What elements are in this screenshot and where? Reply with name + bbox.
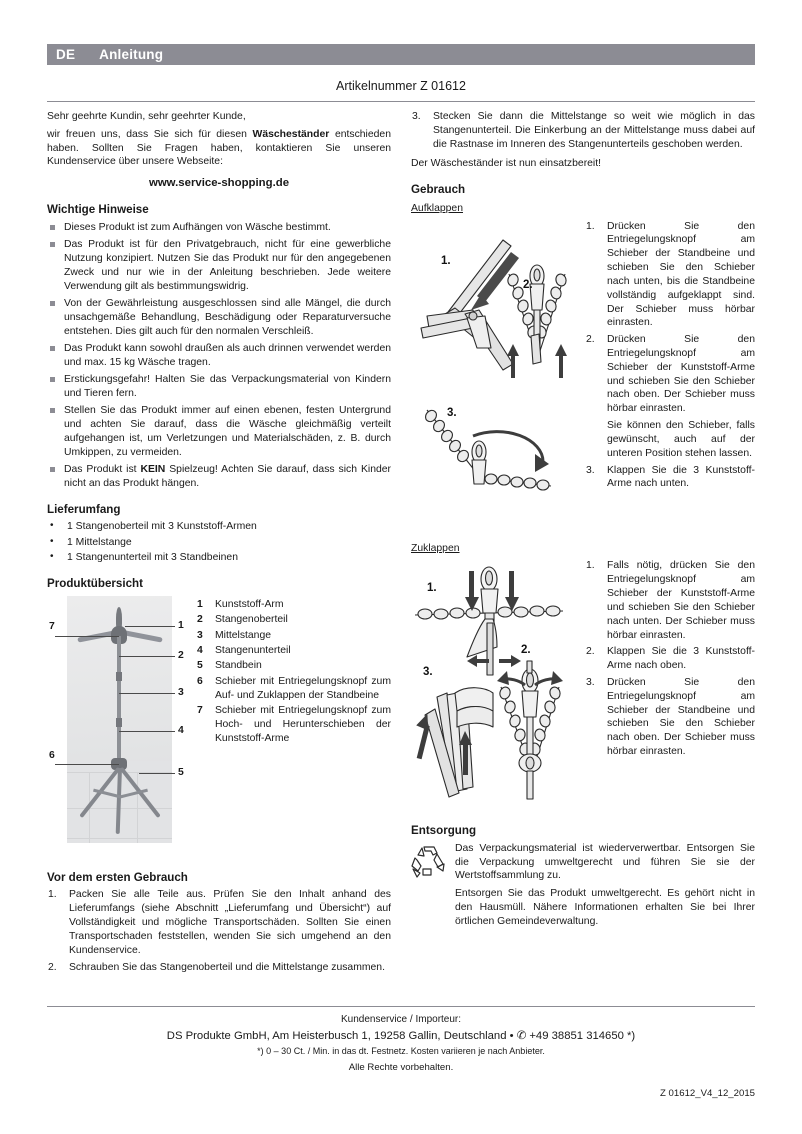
product-legend: [197, 598, 391, 747]
legend-label: Stangenunterteil: [215, 645, 291, 657]
footer: [47, 1014, 755, 1099]
intro-product-name: Wäscheständer: [252, 128, 330, 140]
legend-number: 7: [197, 704, 203, 716]
note-item: Das Produkt ist für den Privatgebrauch, nicht für eine gewerbliche Nutzung konzipiert. Nutzen Sie das Produkt nur für den angegebenen Zweck und nur wie in der Anleitung beschrieben. Jede weitere Verwendung gilt als bestimmungswidrig.: [47, 238, 391, 293]
step-number: 3.: [586, 677, 595, 688]
legend-label: Stangenoberteil: [215, 614, 288, 626]
step-number: 1.: [48, 889, 57, 901]
photo-callout-6: 6: [49, 750, 55, 762]
photo-callout-4: 4: [178, 725, 184, 737]
fold-fig-label-3: 3.: [423, 666, 433, 679]
fold-steps: [579, 559, 755, 809]
header-band: [47, 44, 755, 65]
unfold-fig-label-2: 2.: [523, 278, 533, 291]
first-use-step: [47, 961, 391, 975]
step-text: Falls nötig, drücken Sie den Entriegelungsknopf am Schieber der Kunststoff-Arme und schieben Sie den Schieber nach unten. Der Schieber muss hörbar einrasten.: [607, 560, 755, 641]
product-overview-block: [47, 596, 391, 846]
right-column: [411, 110, 755, 933]
unfold-step-list: [585, 220, 755, 492]
scope-item: • 1 Mittelstange: [47, 536, 391, 550]
fold-step: [585, 559, 755, 642]
photo-callout-5: 5: [178, 767, 184, 779]
legend-label: Schieber mit Entriegelungsknopf zum Auf- und Zuklappen der Standbeine: [215, 675, 391, 701]
note-item: Stellen Sie das Produkt immer auf einen ebenen, festen Untergrund und achten Sie darauf, dass die Wäsche gleichmäßig verteilt aufgehangen ist, um Verletzungen und Materialschäden, z. B. durch Umkippen, zu vermeiden.: [47, 404, 391, 459]
disposal-paragraph-2: Entsorgen Sie das Produkt umweltgerecht. Es gehört nicht in den Hausmüll. Nähere Informationen erhalten Sie bei Ihrer örtlichen Gemeindeverwaltung.: [455, 888, 755, 927]
step-number: 2.: [586, 334, 595, 346]
subheading-aufklappen: Aufklappen: [411, 202, 463, 214]
step-text: Drücken Sie den Entriegelungsknopf am Schieber der Standbeine und schieben Sie den Schieber nach unten, bis die Standbeine vollständig aufgeklappt sind. Der Schieber muss hörbar einrasten.: [607, 220, 755, 329]
note-item-kein-spielzeug: [47, 463, 391, 491]
fold-fig-label-2: 2.: [521, 644, 531, 657]
scope-item: • 1 Stangenoberteil mit 3 Kunststoff-Armen: [47, 520, 391, 534]
fold-step: [585, 645, 755, 673]
assembly-step: [411, 110, 755, 151]
step-text: Stecken Sie dann die Mittelstange so weit wie möglich in das Stangenunterteil. Die Einkerbung an der Mittelstange muss dabei auf die Rastnase im Inneren des Stangenunterteils geschoben werden.: [433, 111, 755, 150]
fold-fig-label-1: 1.: [427, 582, 437, 595]
photo-leader-6: [55, 764, 119, 765]
legend-row: [197, 613, 391, 627]
legend-number: 5: [197, 660, 203, 672]
step-text: Drücken Sie den Entriegelungsknopf am Schieber der Kunststoff-Arme und schieben Sie den Schieber nach oben. Der Schieber muss hörbar einrasten.: [607, 334, 755, 415]
step-number: 3.: [586, 464, 595, 476]
important-notes-list: [47, 221, 391, 491]
left-column: [47, 110, 391, 977]
step-text: Klappen Sie die 3 Kunststoff-Arme nach oben.: [607, 646, 755, 672]
photo-leader-1: [125, 626, 175, 627]
step-number: 3.: [412, 111, 421, 122]
photo-pole-joint: [116, 718, 122, 727]
intro-text-pre: wir freuen uns, dass Sie sich für diesen: [47, 128, 253, 140]
legend-row: [197, 659, 391, 673]
unfold-step: [585, 220, 755, 331]
unfold-step: [585, 333, 755, 460]
step-text: Schrauben Sie das Stangenoberteil und die Mittelstange zusammen.: [69, 961, 385, 973]
photo-tile-line: [137, 773, 138, 843]
unfold-fig-label-3: 3.: [447, 406, 457, 419]
note-kein-emphasis: KEIN: [140, 464, 166, 476]
service-website[interactable]: www.service-shopping.de: [148, 177, 290, 190]
heading-produktuebersicht: Produktübersicht: [47, 576, 143, 590]
unfold-step: [585, 464, 755, 492]
photo-callout-3: 3: [178, 687, 184, 699]
photo-leader-2: [119, 656, 175, 657]
scope-of-delivery-list: [47, 520, 391, 564]
note-item: Dieses Produkt ist zum Aufhängen von Wäsche bestimmt.: [47, 221, 391, 235]
photo-pole-joint: [116, 672, 122, 681]
legend-number: 4: [197, 645, 203, 657]
step-number: 2.: [48, 961, 57, 973]
first-use-steps: [47, 888, 391, 974]
photo-callout-2: 2: [178, 650, 184, 662]
heading-lieferumfang: Lieferumfang: [47, 502, 121, 516]
heading-entsorgung: Entsorgung: [411, 824, 477, 838]
legend-row: [197, 675, 391, 703]
footer-company-address: DS Produkte GmbH, Am Heisterbusch 1, 19258 Gallin, Deutschland • ✆ +49 38851 314650 *): [166, 1030, 636, 1042]
footer-service-label: Kundenservice / Importeur:: [340, 1014, 462, 1025]
note-kein-post: Spielzeug! Achten Sie darauf, dass sich Kinder nicht an das Produkt hängen.: [64, 464, 391, 489]
ready-to-use-line: Der Wäscheständer ist nun einsatzbereit!: [411, 158, 602, 170]
scope-item: • 1 Stangenunterteil mit 3 Standbeinen: [47, 551, 391, 565]
step-number: 2.: [586, 646, 595, 658]
heading-wichtige-hinweise: Wichtige Hinweise: [47, 203, 149, 217]
note-item: Von der Gewährleistung ausgeschlossen sind alle Mängel, die durch unsachgemäße Behandlung, Beschädigung oder Reparaturversuche entstehen. Dies gilt auch für den normalen Verschleiß.: [47, 297, 391, 338]
photo-callout-1: 1: [178, 620, 184, 632]
note-kein-pre: Das Produkt ist: [64, 464, 141, 476]
photo-tile-line: [67, 838, 172, 839]
step-extra-note: Sie können den Schieber, falls gewünscht, auch auf der unteren Position stehen lassen.: [607, 420, 755, 459]
fold-step: [585, 676, 755, 759]
footer-divider: [47, 1006, 755, 1007]
disposal-text: [455, 842, 755, 933]
recycle-icon-svg: [411, 844, 447, 878]
footer-tariff-note: *) 0 – 30 Ct. / Min. in das dt. Festnetz. Kosten variieren je nach Anbieter.: [257, 1046, 545, 1056]
header-language-code: DE: [56, 47, 76, 62]
article-number: Artikelnummer Z 01612: [336, 79, 466, 93]
photo-leader-3: [119, 693, 175, 694]
step-text: Klappen Sie die 3 Kunststoff-Arme nach unten.: [607, 464, 755, 490]
fold-section: [411, 559, 755, 809]
note-item: Das Produkt kann sowohl draußen als auch drinnen verwendet werden und max. 15 kg Wäsche tragen.: [47, 342, 391, 370]
legend-label: Schieber mit Entriegelungsknopf zum Hoch- und Herunterschieben der Kunststoff-Arme: [215, 704, 391, 744]
subheading-zuklappen: Zuklappen: [411, 542, 460, 554]
header-divider: [47, 101, 755, 102]
fold-diagram: [411, 559, 579, 809]
fold-step-list: [585, 559, 755, 759]
photo-leader-7: [55, 636, 119, 637]
first-use-step: [47, 888, 391, 957]
heading-vor-dem-ersten-gebrauch: Vor dem ersten Gebrauch: [47, 871, 188, 885]
legend-row: [197, 704, 391, 745]
heading-gebrauch: Gebrauch: [411, 183, 466, 197]
intro-text-post: entschieden haben. Sollten Sie Fragen haben, kontaktieren Sie unseren Kundenservice über unsere Webseite:: [47, 128, 391, 168]
step-text: Packen Sie alle Teile aus. Prüfen Sie den Inhalt anhand des Lieferumfangs (siehe Abschnitt „Lieferumfang und Übersicht“) auf Vollständigkeit und mögliche Transportschäden. Sollten Sie einen Transportschaden feststellen, wenden Sie sich umgehend an den Kundenservice.: [69, 889, 391, 956]
recycle-icon: [411, 842, 455, 933]
legend-number: 1: [197, 599, 203, 611]
unfold-illustration-svg: [411, 220, 579, 520]
step-number: 1.: [586, 220, 595, 232]
footer-rights-note: Alle Rechte vorbehalten.: [348, 1062, 454, 1073]
footer-document-code: Z 01612_V4_12_2015: [660, 1088, 755, 1099]
unfold-fig-label-1: 1.: [441, 254, 451, 267]
step-text: Drücken Sie den Entriegelungsknopf am Schieber der Standbeine und schieben Sie den Schieber nach oben. Der Schieber muss hörbar einrasten.: [607, 677, 755, 758]
unfold-steps: [579, 220, 755, 520]
note-item: Erstickungsgefahr! Halten Sie das Verpackungsmaterial von Kindern und Tieren fern.: [47, 373, 391, 401]
legend-label: Mittelstange: [215, 629, 272, 641]
photo-plastic-arm-right: [123, 630, 163, 643]
fold-illustration-svg: [411, 559, 579, 809]
disposal-body: [411, 842, 755, 933]
assembly-step-3-list: [411, 110, 755, 151]
photo-callout-7: 7: [49, 621, 55, 633]
greeting-line: Sehr geehrte Kundin, sehr geehrter Kunde,: [47, 111, 246, 122]
photo-leader-4: [119, 731, 175, 732]
legend-label: Standbein: [215, 660, 262, 672]
header-title: Anleitung: [99, 47, 164, 62]
legend-label: Kunststoff-Arm: [215, 599, 284, 611]
step-number: 1.: [586, 560, 595, 572]
unfold-section: [411, 220, 755, 520]
product-photo: [67, 596, 172, 843]
intro-paragraph: [47, 128, 391, 169]
photo-leader-5: [139, 773, 175, 774]
legend-row: [197, 598, 391, 612]
legend-row: [197, 644, 391, 658]
unfold-diagram: [411, 220, 579, 520]
disposal-paragraph-1: Das Verpackungsmaterial ist wiederverwertbar. Entsorgen Sie die Verpackung umweltgerecht und führen Sie sie der Wertstoffsammlung zu.: [455, 842, 755, 882]
legend-number: 6: [197, 675, 203, 687]
legend-row: [197, 629, 391, 643]
legend-number: 3: [197, 629, 203, 641]
legend-number: 2: [197, 614, 203, 626]
